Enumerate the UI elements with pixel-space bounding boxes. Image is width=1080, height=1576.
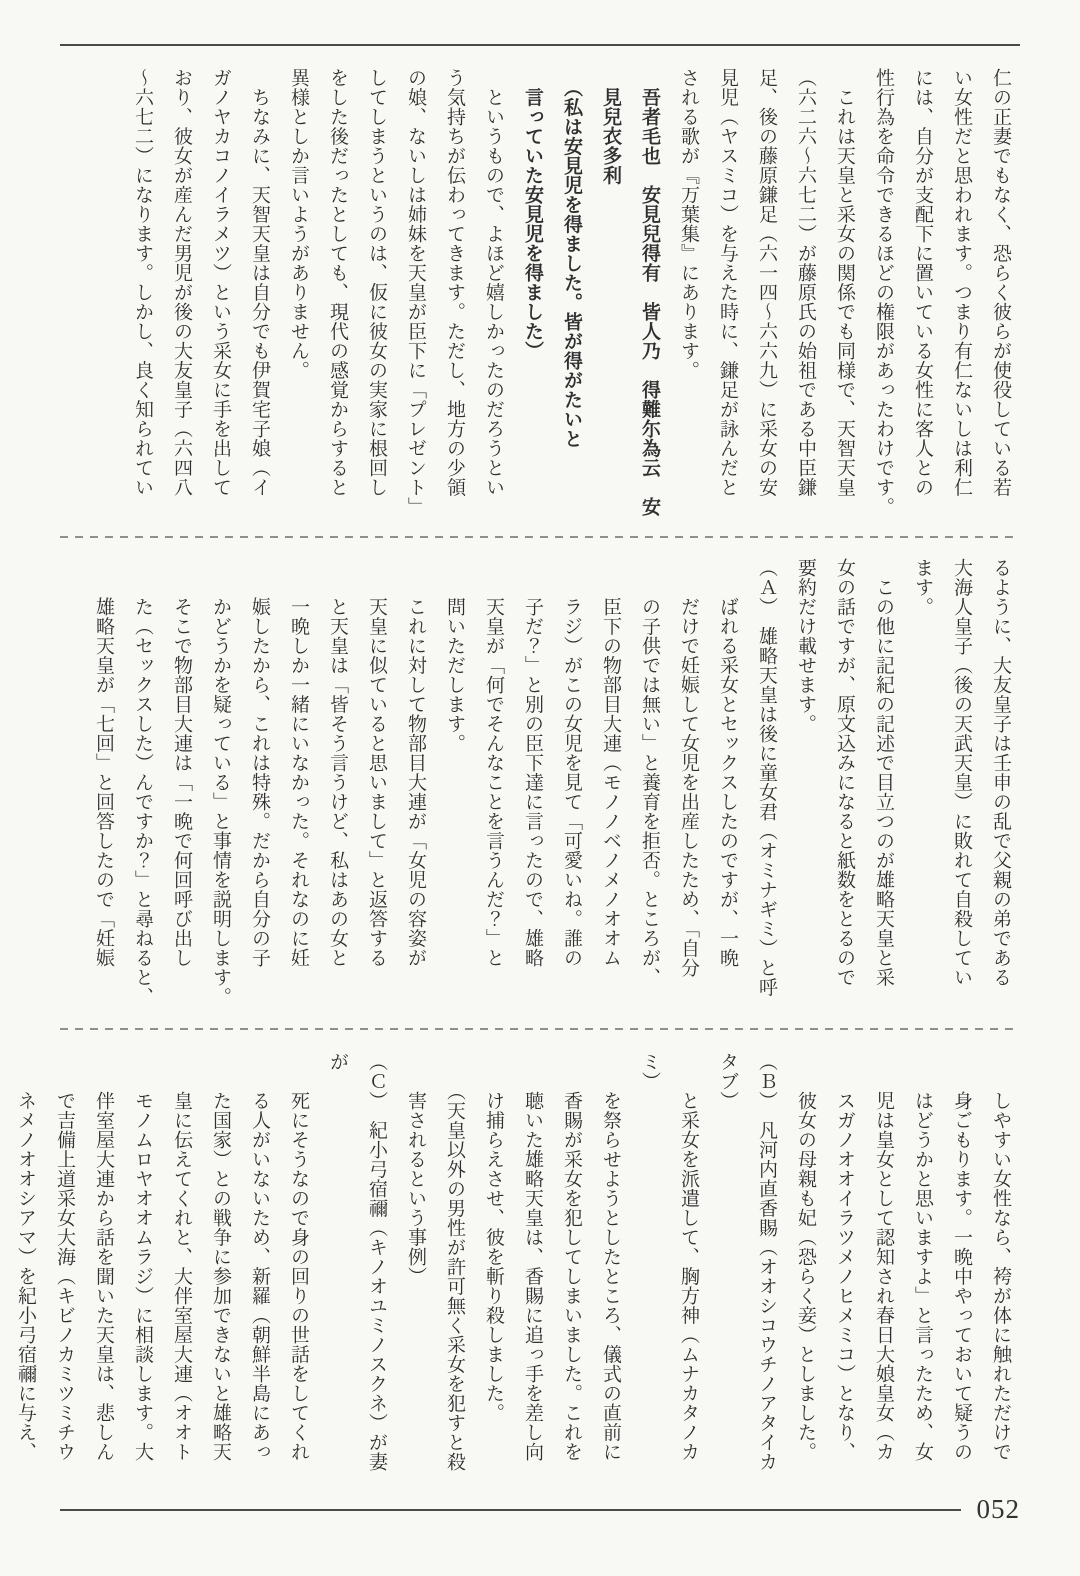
text-line: そこで物部目大連は「一晩で何回呼び出し <box>171 558 192 968</box>
text-line: 〜六七二）になります。しかし、良く知られてい <box>132 68 153 497</box>
text-line: をした後だったとしても、現代の感覚からすると <box>327 68 348 497</box>
text-line: 害されるという事例） <box>405 1052 426 1286</box>
text-line: される歌が『万葉集』にあります。 <box>678 68 699 380</box>
text-line: 児は皇女として認知され春日大娘皇女（カ <box>873 1052 894 1462</box>
text-line: 娠したから、これは特殊。だから自分の子 <box>249 558 270 968</box>
text-line: 足、後の藤原鎌足（六一四〜六六九）に采女の安 <box>756 68 777 497</box>
text-line: してしまうというのは、仮に彼女の実家に根回し <box>366 68 387 497</box>
text-line: この他に記紀の記述で目立つのが雄略天皇と采 <box>873 558 894 987</box>
footer-rule <box>60 1509 961 1511</box>
text-line: 見兒衣多利 <box>600 68 621 185</box>
text-line: 天皇に似ていると思いまして」と返答する <box>366 558 387 968</box>
text-line: だけで妊娠して女児を出産したため、「自分 <box>678 558 699 978</box>
text-line: 身ごもります。一晩中やっておいて疑うの <box>951 1052 972 1462</box>
text-line: 性行為を命令できるほどの権限があったわけです。 <box>873 68 894 517</box>
text-line: 大海人皇子（後の天武天皇）に敗れて自殺してい <box>951 558 972 987</box>
text-line: る人がいないため、新羅（朝鮮半島にあっ <box>249 1052 270 1462</box>
text-line: 彼女の母親も妃（恐らく妾）としました。 <box>795 1052 816 1462</box>
text-line: 見児（ヤスミコ）を与えた時に、鎌足が詠んだと <box>717 68 738 497</box>
text-line: た国家）との戦争に参加できないと雄略天 <box>210 1052 231 1462</box>
text-line: （Ｃ） 紀小弓宿禰（キノオユミノスクネ）が妻が <box>327 1052 387 1472</box>
page-footer <box>60 1496 1020 1523</box>
text-line: と天皇は「皆そう言うけど、私はあの女と <box>327 558 348 968</box>
text-line: スガノオオイラツメノヒメミコ）となり、 <box>834 1052 855 1462</box>
text-line: い女性だと思われます。つまり有仁ないしは利仁 <box>951 68 972 497</box>
text-line: には、自分が支配下に置いている女性に客人との <box>912 68 933 497</box>
text-line: ガノヤカコノイラメツ）という采女に手を出して <box>210 68 231 497</box>
text-line: 皇に伝えてくれと、大伴室屋大連（オオト <box>171 1052 192 1462</box>
dashed-separator-2 <box>60 1028 1020 1030</box>
text-line: 吾者毛也 安見兒得有 皆人乃 得難尓為云 安 <box>639 68 660 517</box>
text-line: と采女を派遣して、胸方神（ムナカタノカミ） <box>639 1052 699 1462</box>
page-number: 052 <box>976 1494 1020 1524</box>
text-line: 天皇が「何でそんなことを言うんだ？」と <box>483 558 504 968</box>
text-line: （Ａ） 雄略天皇は後に童女君（オミナギミ）と呼 <box>756 558 777 997</box>
text-line: 香賜が采女を犯してしまいました。これを <box>561 1052 582 1462</box>
text-line: 子だ？」と別の臣下達に言ったので、雄略 <box>522 558 543 968</box>
section-top <box>60 68 1020 528</box>
text-line: （私は安見児を得ました。皆が得がたいと <box>561 68 582 449</box>
top-rule <box>60 44 1020 46</box>
text-line: 問いただします。 <box>444 558 465 753</box>
dashed-separator-1 <box>60 536 1020 538</box>
text-line: しやすい女性なら、袴が体に触れただけで <box>990 1052 1011 1462</box>
text-line: というもので、よほど嬉しかったのだろうとい <box>483 68 504 497</box>
text-line: ラジ）がこの女児を見て「可愛いね。誰の <box>561 558 582 968</box>
text-line: おり、彼女が産んだ男児が後の大友皇子（六四八 <box>171 68 192 497</box>
text-line: （天皇以外の男性が許可無く采女を犯すと殺 <box>444 1052 465 1472</box>
text-line: モノムロヤオオムラジ）に相談します。大 <box>132 1052 153 1462</box>
text-line: 一晩しか一緒にいなかった。それなのに妊 <box>288 558 309 968</box>
text-line: ネメノオオシアマ）を紀小弓宿禰に与え、 <box>15 1052 36 1462</box>
section-bottom <box>15 1052 1020 1480</box>
text-line: 言っていた安見児を得ました） <box>522 68 543 361</box>
section-middle <box>60 558 1020 1016</box>
text-line: 聴いた雄略天皇は、香賜に追っ手を差し向 <box>522 1052 543 1462</box>
text-line: これは天皇と采女の関係でも同様で、天智天皇 <box>834 68 855 497</box>
text-line: これに対して物部目大連が「女児の容姿が <box>405 558 426 968</box>
text-line: の子供では無い」と養育を拒否。ところが、 <box>639 558 660 987</box>
text-line: 要約だけ載せます。 <box>795 558 816 734</box>
text-line: ます。 <box>912 558 933 617</box>
text-line: 死にそうなので身の回りの世話をしてくれ <box>288 1052 309 1462</box>
text-line: はどうかと思いますよ」と言ったため、女 <box>912 1052 933 1462</box>
text-line: う気持ちが伝わってきます。ただし、地方の少領 <box>444 68 465 497</box>
text-line: を祭らせようとしたところ、儀式の直前に <box>600 1052 621 1462</box>
text-line: かどうかを疑っている」と事情を説明します。 <box>210 558 231 1007</box>
text-line: 伴室屋大連から話を聞いた天皇は、悲しん <box>93 1052 114 1462</box>
text-line: 女の話ですが、原文込みになると紙数をとるので <box>834 558 855 987</box>
text-line: るように、大友皇子は壬申の乱で父親の弟である <box>990 558 1011 987</box>
text-line: ちなみに、天智天皇は自分でも伊賀宅子娘（イ <box>249 68 270 497</box>
text-line: 雄略天皇が「七回」と回答したので「妊娠 <box>93 558 114 968</box>
text-line: ばれる采女とセックスしたのですが、一晩 <box>717 558 738 968</box>
text-line: （六二六〜六七二）が藤原氏の始祖である中臣鎌 <box>795 68 816 497</box>
text-line: （Ｂ） 凡河内直香賜（オオシコウチノアタイカタブ） <box>717 1052 777 1472</box>
text-line: で吉備上道采女大海（キビノカミツミチウ <box>54 1052 75 1462</box>
text-line: た（セックスした）んですか？」と尋ねると、 <box>132 558 153 1007</box>
book-page <box>0 44 1080 1576</box>
text-line: 異様としか言いようがありません。 <box>288 68 309 380</box>
text-line: の娘、ないしは姉妹を天皇が臣下に「プレゼント」 <box>405 68 426 517</box>
text-line: け捕らえさせ、彼を斬り殺しました。 <box>483 1052 504 1423</box>
text-line: 仁の正妻でもなく、恐らく彼らが使役している若 <box>990 68 1011 497</box>
text-line: 臣下の物部目大連（モノノベノメノオオム <box>600 558 621 968</box>
